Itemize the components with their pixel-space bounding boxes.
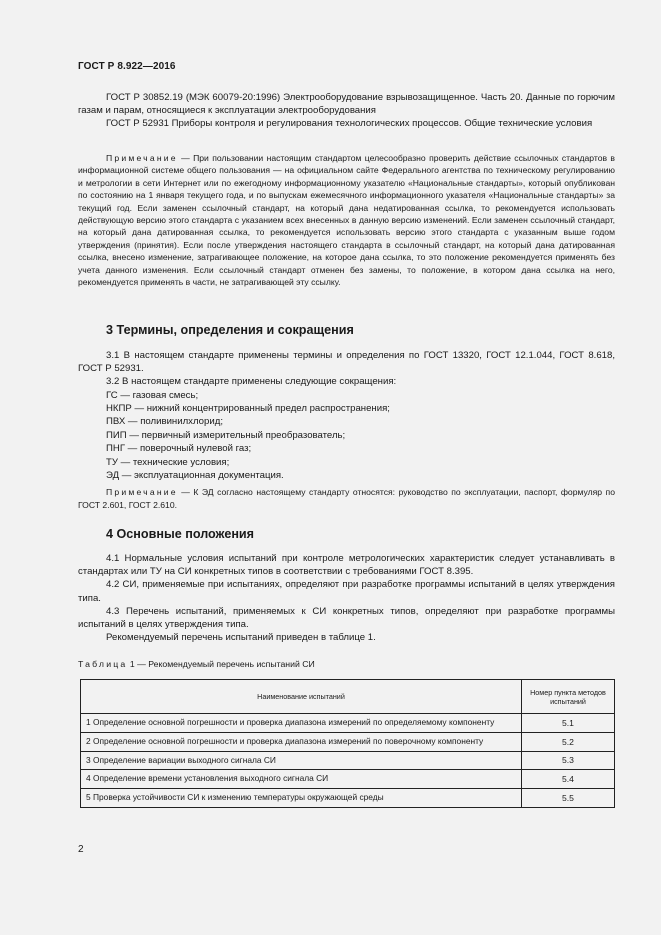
table-row xyxy=(81,770,615,789)
table-caption-text: 1 — Рекомендуемый перечень испытаний СИ xyxy=(127,659,315,669)
section-4-body xyxy=(78,552,615,644)
note-text: — К ЭД согласно настоящему стандарту относятся: руководство по эксплуатации, паспорт, формуляр по ГОСТ 2.601, ГОСТ 2.610. xyxy=(78,487,615,510)
test-name-cell: 1 Определение основной погрешности и проверка диапазона измерений по определяемому компоненту xyxy=(81,714,522,733)
page-number: 2 xyxy=(78,844,84,855)
method-number-cell: 5.4 xyxy=(522,770,615,789)
test-name-cell: 4 Определение времени установления выходного сигнала СИ xyxy=(81,770,522,789)
abbreviation-item: ПНГ — поверочный нулевой газ; xyxy=(106,443,252,455)
section-3-body xyxy=(78,349,615,511)
column-header-method-number: Номер пункта методов испытаний xyxy=(522,680,615,714)
paragraph-3-1: 3.1 В настоящем стандарте применены термины и определения по ГОСТ 13320, ГОСТ 12.1.044, ГОСТ 8.618, ГОСТ Р 52931. xyxy=(78,350,615,375)
abbreviation-item: ГС — газовая смесь; xyxy=(106,389,199,401)
note-text: — При пользовании настоящим стандартом целесообразно проверить действие ссылочных стандартов в информационной системе общего пользования — на официальном сайте Федерального агентства по техническому регулированию и метрологии в сети Интернет или по ежегодному информационному указателю «Национальные стандарты», который опубликован по состоянию на 1 января текущего года, и по выпускам ежемесячного информационного указателя «Национальные стандарты» за текущий год. Если заменен ссылочный стандарт, на который дана недатированная ссылка, то рекомендуется использовать действующую версию этого стандарта с указанием всех внесенных в данную версию изменений. Если заменен ссылочный стандарт, на который дана датированная ссылка, то рекомендуется использовать версию этого стандарта с указанным выше годом утверждения (принятия). Если после утверждения настоящего стандарта в ссылочный стандарт, на который дана датированная ссылка, внесено изменение, затрагивающее положение, на которое дана ссылка, то это положение рекомендуется применять без учета данного изменения. Если ссылочный стандарт отменен без замены, то положение, в котором дана ссылка на него, рекомендуется применять в части, не затрагивающей эту ссылку. xyxy=(78,153,615,288)
table-row xyxy=(81,789,615,808)
method-number-cell: 5.3 xyxy=(522,751,615,770)
table-row xyxy=(81,751,615,770)
paragraph-4-2: 4.2 СИ, применяемые при испытаниях, определяют при разработке программы испытаний в целях утверждения типа. xyxy=(78,579,615,604)
paragraph-4-1: 4.1 Нормальные условия испытаний при контроле метрологических характеристик следует устанавливать в стандартах или ТУ на СИ конкретных типов в соответствии с требованиями ГОСТ 8.395. xyxy=(78,553,615,578)
abbreviation-item: ЭД — эксплуатационная документация. xyxy=(106,470,284,482)
section-4-title: 4 Основные положения xyxy=(106,527,255,541)
note-label: Примечание xyxy=(106,487,178,498)
abbreviation-item: ПИП — первичный измерительный преобразователь; xyxy=(106,429,346,441)
test-name-cell: 3 Определение вариации выходного сигнала СИ xyxy=(81,751,522,770)
abbreviation-item: НКПР — нижний концентрированный предел распространения; xyxy=(106,403,390,415)
table-caption-label: Таблица xyxy=(78,659,128,669)
test-name-cell: 2 Определение основной погрешности и проверка диапазона измерений по поверочному компоненту xyxy=(81,732,522,751)
section-3-title: 3 Термины, определения и сокращения xyxy=(106,323,354,337)
method-number-cell: 5.5 xyxy=(522,789,615,808)
test-name-cell: 5 Проверка устойчивости СИ к изменению температуры окружающей среды xyxy=(81,789,522,808)
references-note xyxy=(78,152,615,288)
table-row xyxy=(81,732,615,751)
method-number-cell: 5.2 xyxy=(522,732,615,751)
table-header-row xyxy=(81,680,615,714)
paragraph-table-reference: Рекомендуемый перечень испытаний приведен в таблице 1. xyxy=(106,632,376,644)
abbreviation-item: ТУ — технические условия; xyxy=(106,456,230,468)
note-label: Примечание xyxy=(106,153,178,163)
column-header-test-name: Наименование испытаний xyxy=(81,680,522,714)
paragraph-3-2: 3.2 В настоящем стандарте применены следующие сокращения: xyxy=(106,376,397,388)
abbreviation-item: ПВХ — поливинилхлорид; xyxy=(106,416,223,428)
document-code-header: ГОСТ Р 8.922—2016 xyxy=(78,61,176,72)
paragraph-4-3: 4.3 Перечень испытаний, применяемых к СИ конкретных типов, определяют при разработке программы испытаний в целях утверждения типа. xyxy=(78,605,615,631)
table-row xyxy=(81,714,615,733)
reference-item: ГОСТ Р 30852.19 (МЭК 60079-20:1996) Электрооборудование взрывозащищенное. Часть 20. Данные по горючим газам и парам, относящиеся к эксплуатации электрооборудования xyxy=(78,92,615,117)
normative-references xyxy=(78,91,615,131)
tests-table xyxy=(80,679,615,808)
reference-item: ГОСТ Р 52931 Приборы контроля и регулирования технологических процессов. Общие технические условия xyxy=(106,118,593,130)
method-number-cell: 5.1 xyxy=(522,714,615,733)
table-caption xyxy=(78,659,315,669)
